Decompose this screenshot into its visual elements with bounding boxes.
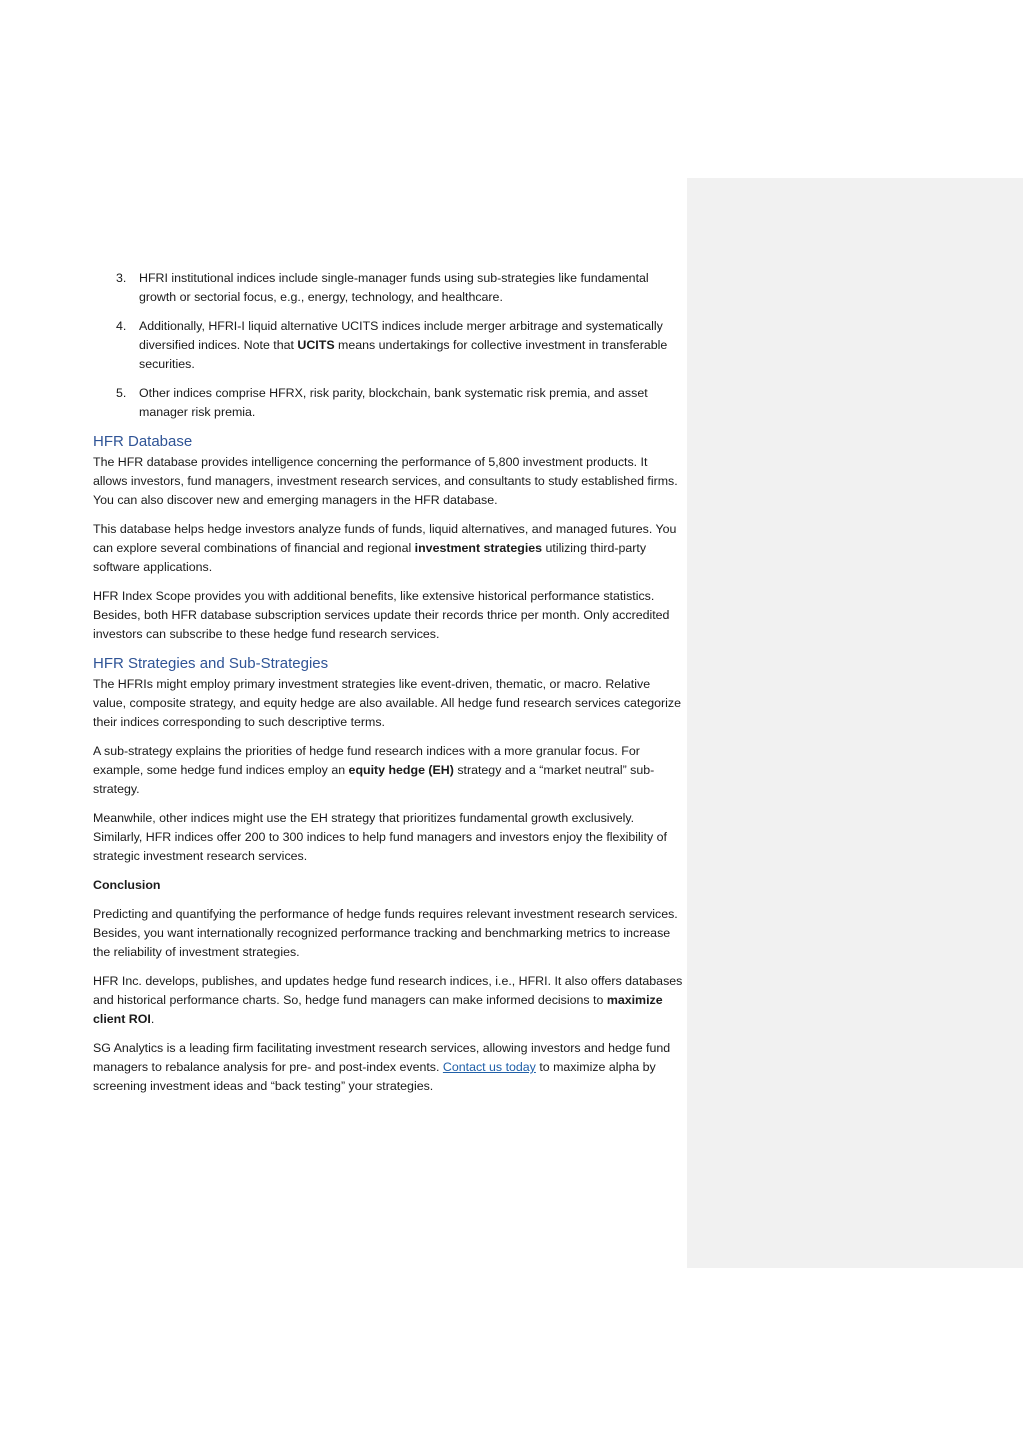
list-item-text: Other indices comprise HFRX, risk parity, blockchain, bank systematic risk premia, and asset manager risk premia. — [139, 386, 648, 419]
section-heading-strategies: HFR Strategies and Sub-Strategies — [93, 655, 329, 672]
document-body — [93, 269, 683, 1106]
paragraph — [93, 742, 683, 799]
paragraph-text: SG Analytics is a leading firm facilitating investment research services, allowing investors and hedge fund managers to rebalance analysis for pre- and post-index events. — [93, 1041, 671, 1074]
paragraph: HFR Index Scope provides you with additional benefits, like extensive historical performance statistics. Besides, both HFR database subscription services update their records thrice per month. Only accredited investors can subscribe to these hedge fund research services. — [93, 589, 670, 641]
paragraph-text: strategy and a “market neutral” sub-strategy. — [93, 763, 655, 796]
paragraph-text: A sub-strategy explains the priorities of hedge fund research indices with a more granular focus. For example, some hedge fund indices employ an — [93, 744, 640, 777]
paragraph — [93, 1039, 683, 1096]
paragraph-text: This database helps hedge investors analyze funds of funds, liquid alternatives, and managed futures. You can explore several combinations of financial and regional — [93, 522, 677, 555]
paragraph — [93, 972, 683, 1029]
paragraph: Predicting and quantifying the performance of hedge funds requires relevant investment research services. Besides, you want internationally recognized performance tracking and benchmarking metrics to increase the reliability of investment strategies. — [93, 907, 678, 959]
list-item-text: Additionally, HFRI-I liquid alternative UCITS indices include merger arbitrage and systematically diversified indices. Note that — [139, 319, 663, 352]
paragraph-text: . — [150, 1012, 155, 1026]
paragraph-text: HFR Inc. develops, publishes, and updates hedge fund research indices, i.e., HFRI. It also offers databases and historical performance charts. So, hedge fund managers can make informed decisions to — [93, 974, 683, 1007]
bold-term: equity hedge (EH) — [348, 763, 454, 777]
list-number: 3. — [116, 271, 127, 285]
section-heading-conclusion — [93, 876, 683, 895]
comment-pane — [687, 178, 1023, 1268]
list-item — [93, 317, 683, 374]
paragraph: Meanwhile, other indices might use the EH strategy that prioritizes fundamental growth exclusively. Similarly, HFR indices offer 200 to 300 indices to help fund managers and investors enjoy the flexibility of strategic investment research services. — [93, 811, 667, 863]
paragraph-text: utilizing third-party software applications. — [93, 541, 647, 574]
list-item-text: means undertakings for collective investment in transferable securities. — [139, 338, 668, 371]
conclusion-title: Conclusion — [93, 878, 161, 892]
section-heading-database: HFR Database — [93, 433, 193, 450]
paragraph — [93, 520, 683, 577]
paragraph: The HFRIs might employ primary investment strategies like event-driven, thematic, or macro. Relative value, composite strategy, and equity hedge are also available. All hedge fund research services categorize their indices corresponding to such descriptive terms. — [93, 677, 681, 729]
bold-term: maximize client ROI — [93, 993, 663, 1026]
list-item — [93, 269, 683, 307]
list-item-text: HFRI institutional indices include single-manager funds using sub-strategies like fundamental growth or sectorial focus, e.g., energy, technology, and healthcare. — [139, 271, 649, 304]
bold-term: UCITS — [297, 338, 335, 352]
bold-term: investment strategies — [414, 541, 543, 555]
list-number: 4. — [116, 319, 127, 333]
contact-us-link[interactable]: Contact us today — [442, 1060, 536, 1074]
paragraph-text: to maximize alpha by screening investment ideas and “back testing” your strategies. — [93, 1060, 656, 1093]
list-number: 5. — [116, 386, 127, 400]
numbered-list — [93, 269, 683, 422]
paragraph: The HFR database provides intelligence concerning the performance of 5,800 investment products. It allows investors, fund managers, investment research services, and consultants to study established firms. You can also discover new and emerging managers in the HFR database. — [93, 455, 678, 507]
list-item — [93, 384, 683, 422]
